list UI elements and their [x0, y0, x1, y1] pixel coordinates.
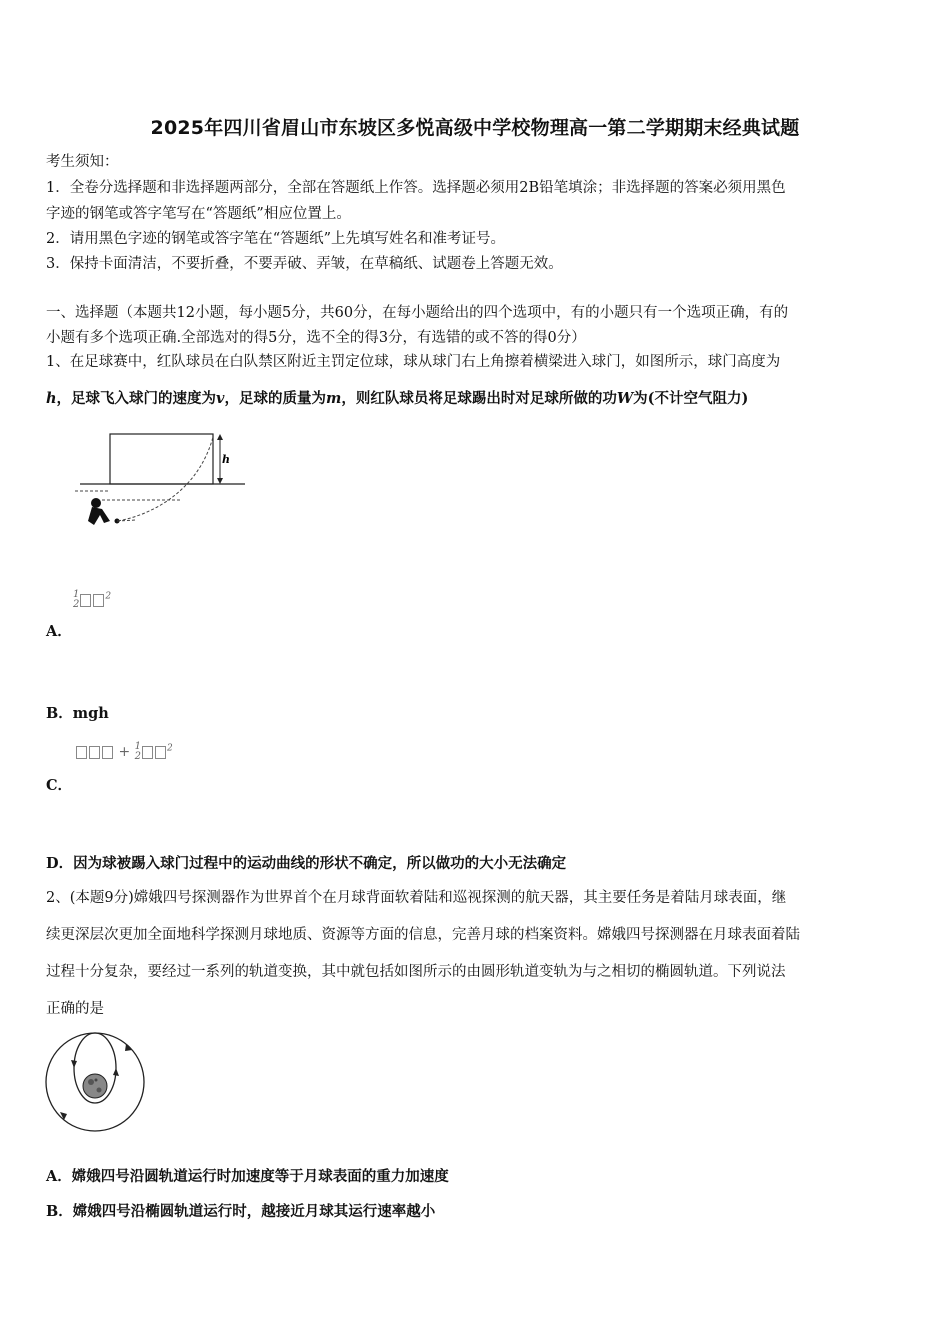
q2-stem-line-3: 过程十分复杂，要经过一系列的轨道变换，其中就包括如图所示的由圆形轨道变轨为与之相切的椭圆轨道。下列说法 [46, 964, 786, 980]
notice-item-2: 2．请用黑色字迹的钢笔或答字笔在“答题纸”上先填写姓名和准考证号。 [46, 231, 506, 247]
arrow-bottom [217, 478, 223, 484]
q1-stem-line-2 [46, 390, 906, 408]
var-m: m [325, 390, 342, 407]
orbit-arrow-left [60, 1112, 67, 1120]
q2-stem-line-4: 正确的是 [46, 1001, 104, 1017]
notice-item-1: 1．全卷分选择题和非选择题两部分，全部在答题纸上作答。选择题必须用2B铅笔填涂；非选择题的答案必须用黑色 [46, 180, 786, 196]
q2-option-a-text: A．嫦娥四号沿圆轨道运行时加速度等于月球表面的重力加速度 [46, 1168, 449, 1185]
height-label: h [222, 453, 230, 466]
section-intro-line-2: 小题有多个选项正确.全部选对的得5分，选不全的得3分，有选错的或不答的得0分） [46, 330, 586, 346]
q2-option-b-text: B．嫦娥四号沿椭圆轨道运行时，越接近月球其运行速率越小 [46, 1203, 436, 1220]
frac-c-num: 1 [134, 741, 142, 752]
goal-frame [110, 434, 213, 484]
orbit-arrow-right [125, 1044, 132, 1051]
var-v: v [216, 390, 225, 407]
moon-icon [83, 1074, 107, 1098]
q1-option-a: A． [46, 623, 72, 640]
missing-glyph-icon [155, 746, 166, 759]
option-a-formula [73, 590, 111, 610]
page-title: 2025年四川省眉山市东坡区多悦高级中学校物理高一第二学期期末经典试题 [150, 117, 800, 139]
missing-glyph-icon [76, 746, 87, 759]
q1-text-b: ，足球的质量为 [224, 390, 326, 407]
section-intro-line-1: 一、选择题（本题共12小题，每小题5分，共60分，在每小题给出的四个选项中，有的小题只有一个选项正确，有的 [46, 305, 789, 321]
q2-option-a [46, 1168, 906, 1186]
ellipse-arrow-right [113, 1068, 119, 1076]
q1-stem-line-1: 1、在足球赛中，红队球员在白队禁区附近主罚定位球，球从球门右上角擦着横梁进入球门，如图所示，球门高度为 [46, 354, 781, 370]
missing-glyph-icon [142, 746, 153, 759]
q2-option-b [46, 1203, 906, 1221]
frac-a-num: 1 [73, 589, 80, 600]
notice-heading: 考生须知： [46, 154, 119, 170]
q1-option-b: B．mgh [46, 705, 109, 722]
exp-a: 2 [105, 591, 112, 602]
var-h: h [46, 390, 57, 407]
ellipse-arrow [71, 1060, 77, 1068]
arrow-top [217, 434, 223, 440]
q1-text-c: ，则红队球员将足球踢出时对足球所做的功 [341, 390, 617, 407]
missing-glyph-icon [102, 746, 113, 759]
var-W: W [616, 390, 634, 407]
q1-text-a: ，足球飞入球门的速度为 [56, 390, 217, 407]
q1-option-c: C． [46, 777, 73, 794]
goal-figure [70, 425, 255, 535]
missing-glyph-icon [80, 594, 91, 607]
ball-trajectory [118, 437, 213, 521]
q2-stem-line-1: 2、(本题9分)嫦娥四号探测器作为世界首个在月球背面软着陆和巡视探测的航天器，其主要任务是着陆月球表面，继 [46, 890, 787, 906]
orbit-figure [40, 1030, 155, 1135]
notice-item-1-cont: 字迹的钢笔或答字笔写在“答题纸”相应位置上。 [46, 206, 351, 222]
player-icon [88, 498, 120, 525]
frac-c-den: 2 [134, 751, 142, 762]
q1-text-d: 为(不计空气阻力) [633, 390, 749, 407]
q1-option-d: D．因为球被踢入球门过程中的运动曲线的形状不确定，所以做功的大小无法确定 [46, 855, 567, 872]
plus-sign: + [118, 744, 131, 760]
missing-glyph-icon [89, 746, 100, 759]
exp-c: 2 [167, 743, 173, 754]
missing-glyph-icon [93, 594, 104, 607]
q2-stem-line-2: 续更深层次更加全面地科学探测月球地质、资源等方面的信息，完善月球的档案资料。嫦娥四号探测器在月球表面着陆 [46, 927, 800, 943]
frac-c [135, 742, 141, 762]
option-c-formula [75, 742, 173, 762]
notice-item-3: 3．保持卡面清洁，不要折叠，不要弄破、弄皱，在草稿纸、试题卷上答题无效。 [46, 256, 563, 272]
frac-a-den: 2 [73, 599, 80, 610]
frac-a [73, 590, 79, 610]
